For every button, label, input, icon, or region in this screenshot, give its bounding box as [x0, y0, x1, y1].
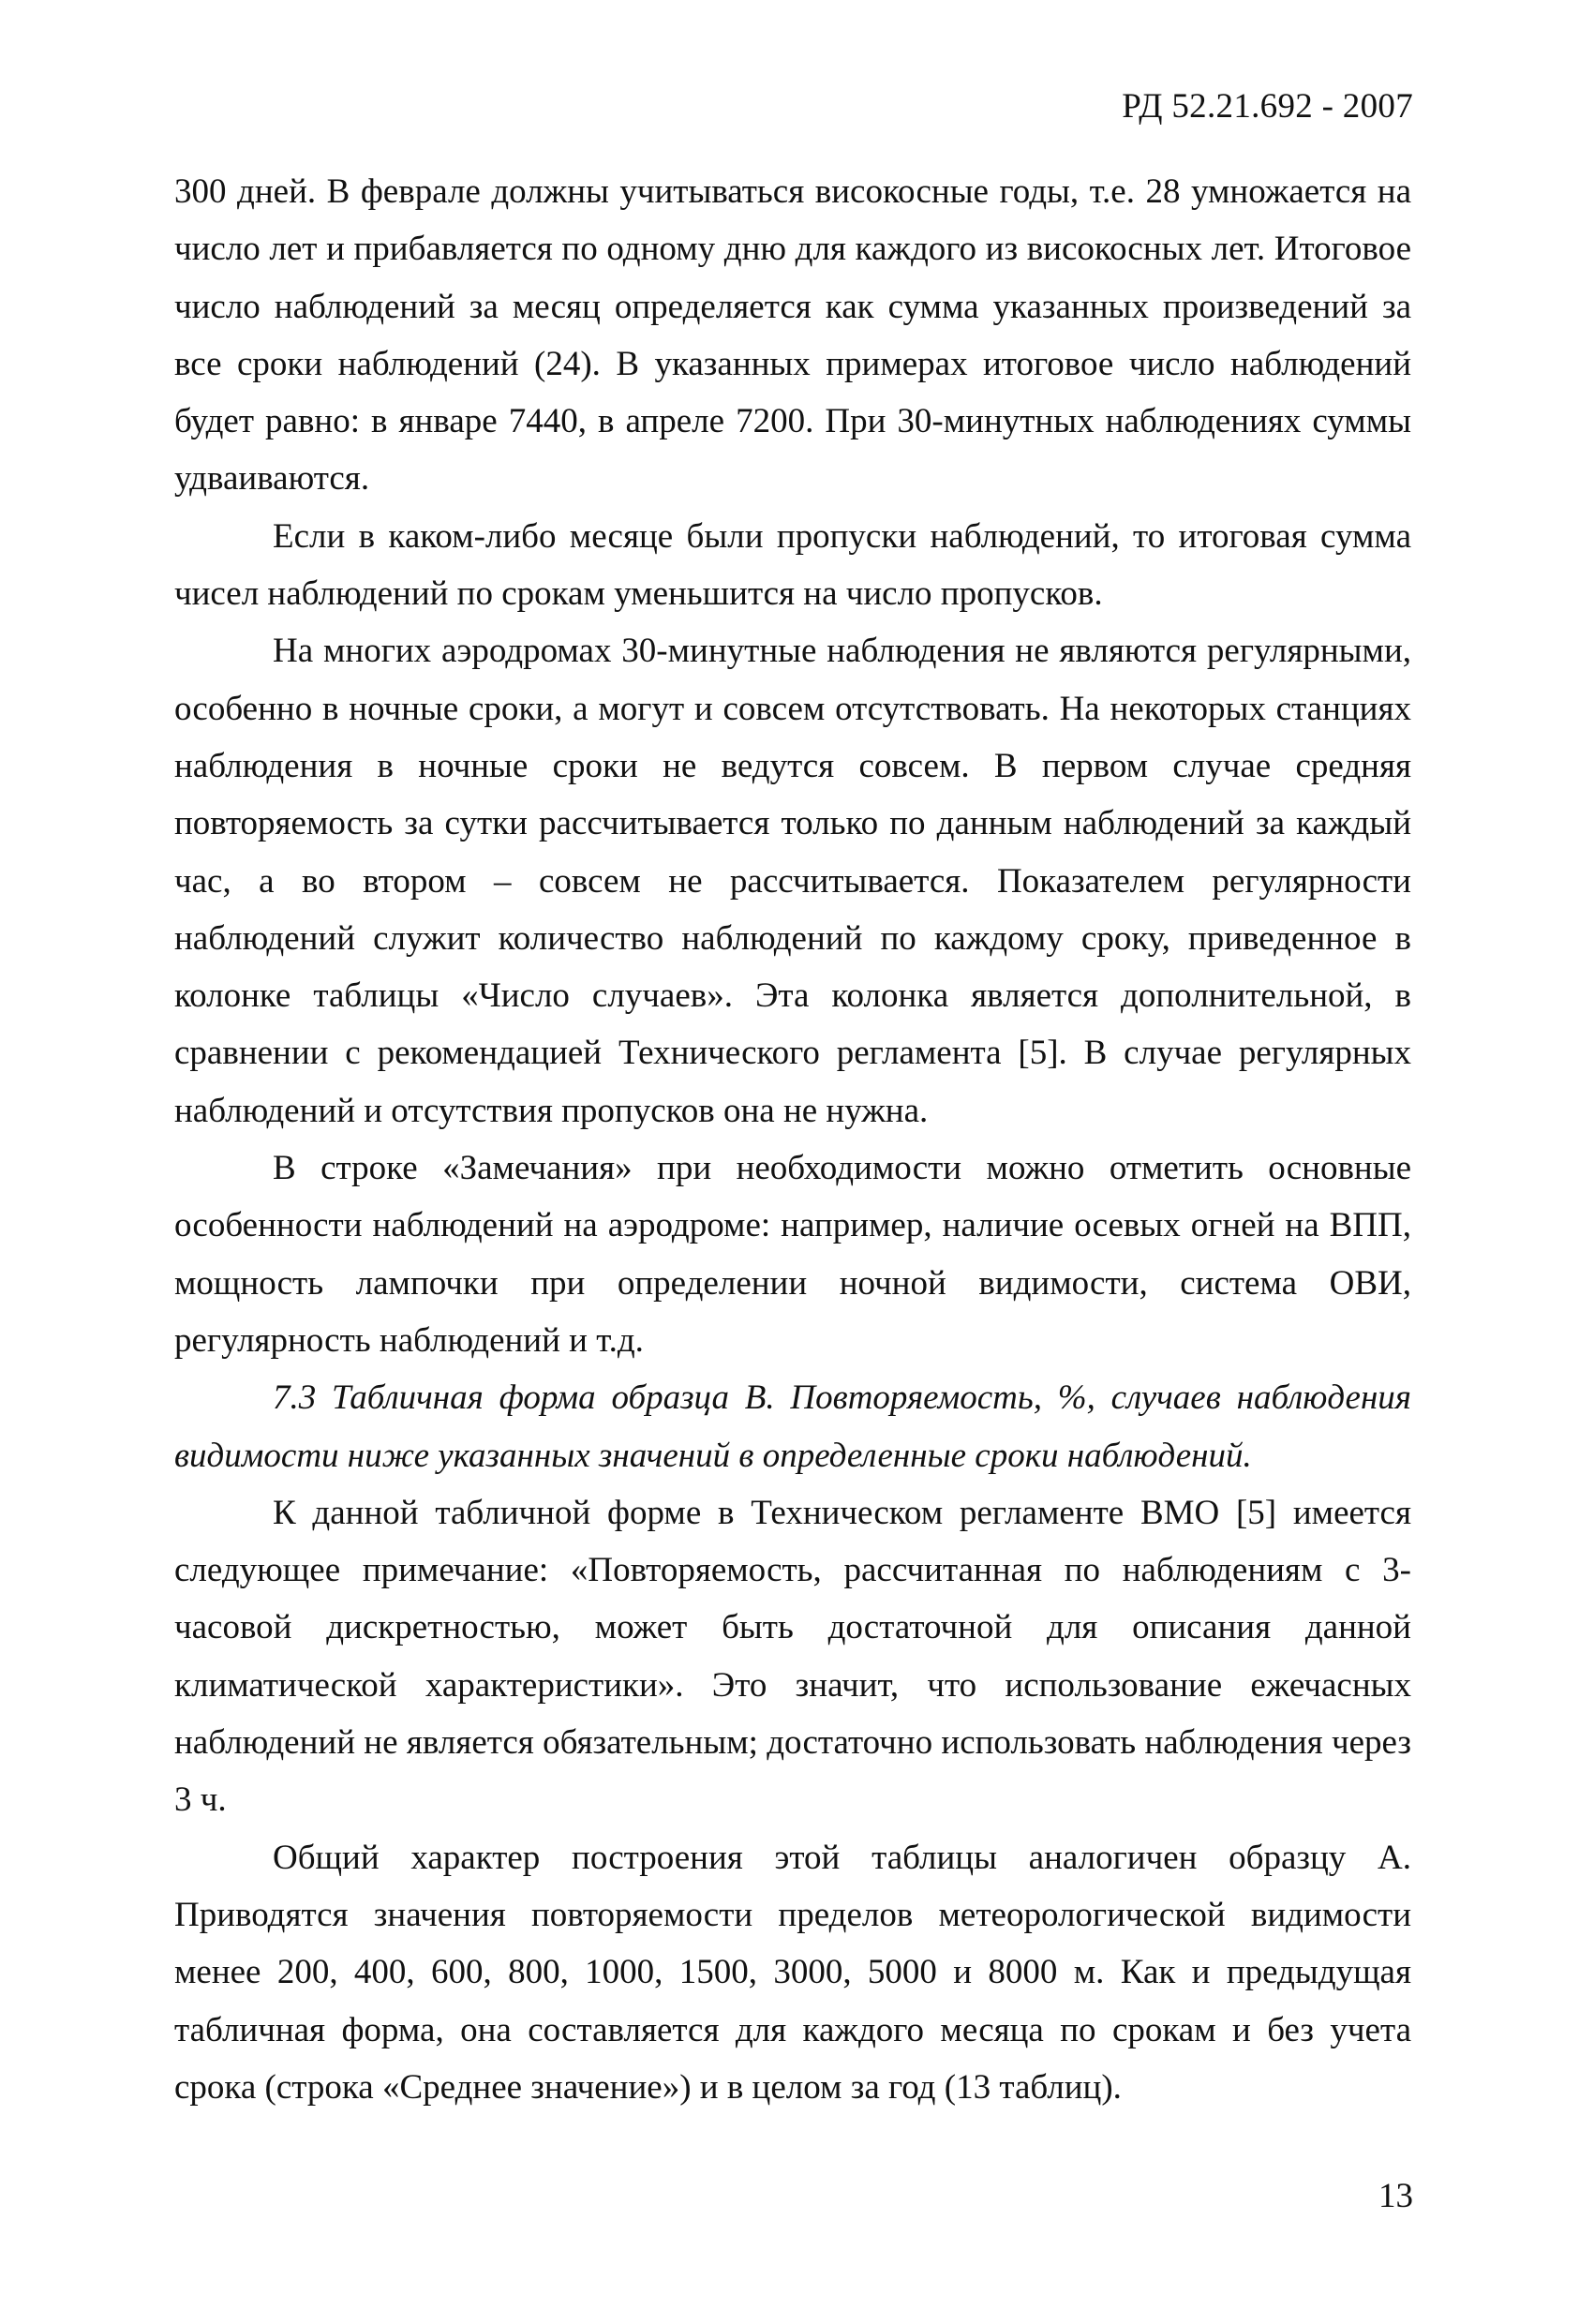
page-number: 13 [1378, 2177, 1413, 2215]
paragraph-2: Если в каком-либо месяце были пропуски наблюдений, то итоговая сумма чисел наблюдений по срокам уменьшится на число пропусков. [174, 516, 1411, 614]
paragraph-6: К данной табличной форме в Техническом регламенте ВМО [5] имеется следующее примечание: «Повторяемость, рассчитанная по наблюдениям с 3-часовой дискретностью, может быть достаточной для описания данной климатической характеристики». Это значит, что использование ежечасных наблюдений не является обязательным; достаточно использовать наблюдения через 3 ч. [174, 1493, 1411, 1820]
paragraph-4: В строке «Замечания» при необходимости можно отметить основные особенности наблюдений на аэродроме: например, наличие осевых огней на ВПП, мощность лампочки при определении ночной видимости, система ОВИ, регулярность наблюдений и т.д. [174, 1149, 1411, 1360]
paragraph-7: Общий характер построения этой таблицы аналогичен образцу А. Приводятся значения повторяемости пределов метеорологической видимости менее 200, 400, 600, 800, 1000, 1500, 3000, 5000 и 8000 м. Как и предыдущая табличная форма, она составляется для каждого месяца по срокам и без учета срока (строка «Среднее значение») и в целом за год (13 таблиц). [174, 1838, 1411, 2107]
body-text [174, 163, 1411, 2116]
section-heading-7-3: 7.3 Табличная форма образца В. Повторяемость, %, случаев наблюдения видимости ниже указанных значений в определенные сроки наблюдений. [174, 1378, 1411, 1475]
paragraph-3: На многих аэродромах 30-минутные наблюдения не являются регулярными, особенно в ночные сроки, а могут и совсем отсутствовать. На некоторых станциях наблюдения в ночные сроки не ведутся совсем. В первом случае средняя повторяемость за сутки рассчитывается только по данным наблюдений за каждый час, а во втором – совсем не рассчитывается. Показателем регулярности наблюдений служит количество наблюдений по каждому сроку, приведенное в колонке таблицы «Число случаев». Эта колонка является дополнительной, в сравнении с рекомендацией Технического регламента [5]. В случае регулярных наблюдений и отсутствия пропусков она не нужна. [174, 632, 1411, 1130]
paragraph-1: 300 дней. В феврале должны учитываться високосные годы, т.е. 28 умножается на число лет и прибавляется по одному дню для каждого из високосных лет. Итоговое число наблюдений за месяц определяется как сумма указанных произведений за все сроки наблюдений (24). В указанных примерах итоговое число наблюдений будет равно: в январе 7440, в апреле 7200. При 30-минутных наблюдениях суммы удваиваются. [174, 172, 1411, 499]
document-code: РД 52.21.692 - 2007 [1122, 87, 1413, 126]
